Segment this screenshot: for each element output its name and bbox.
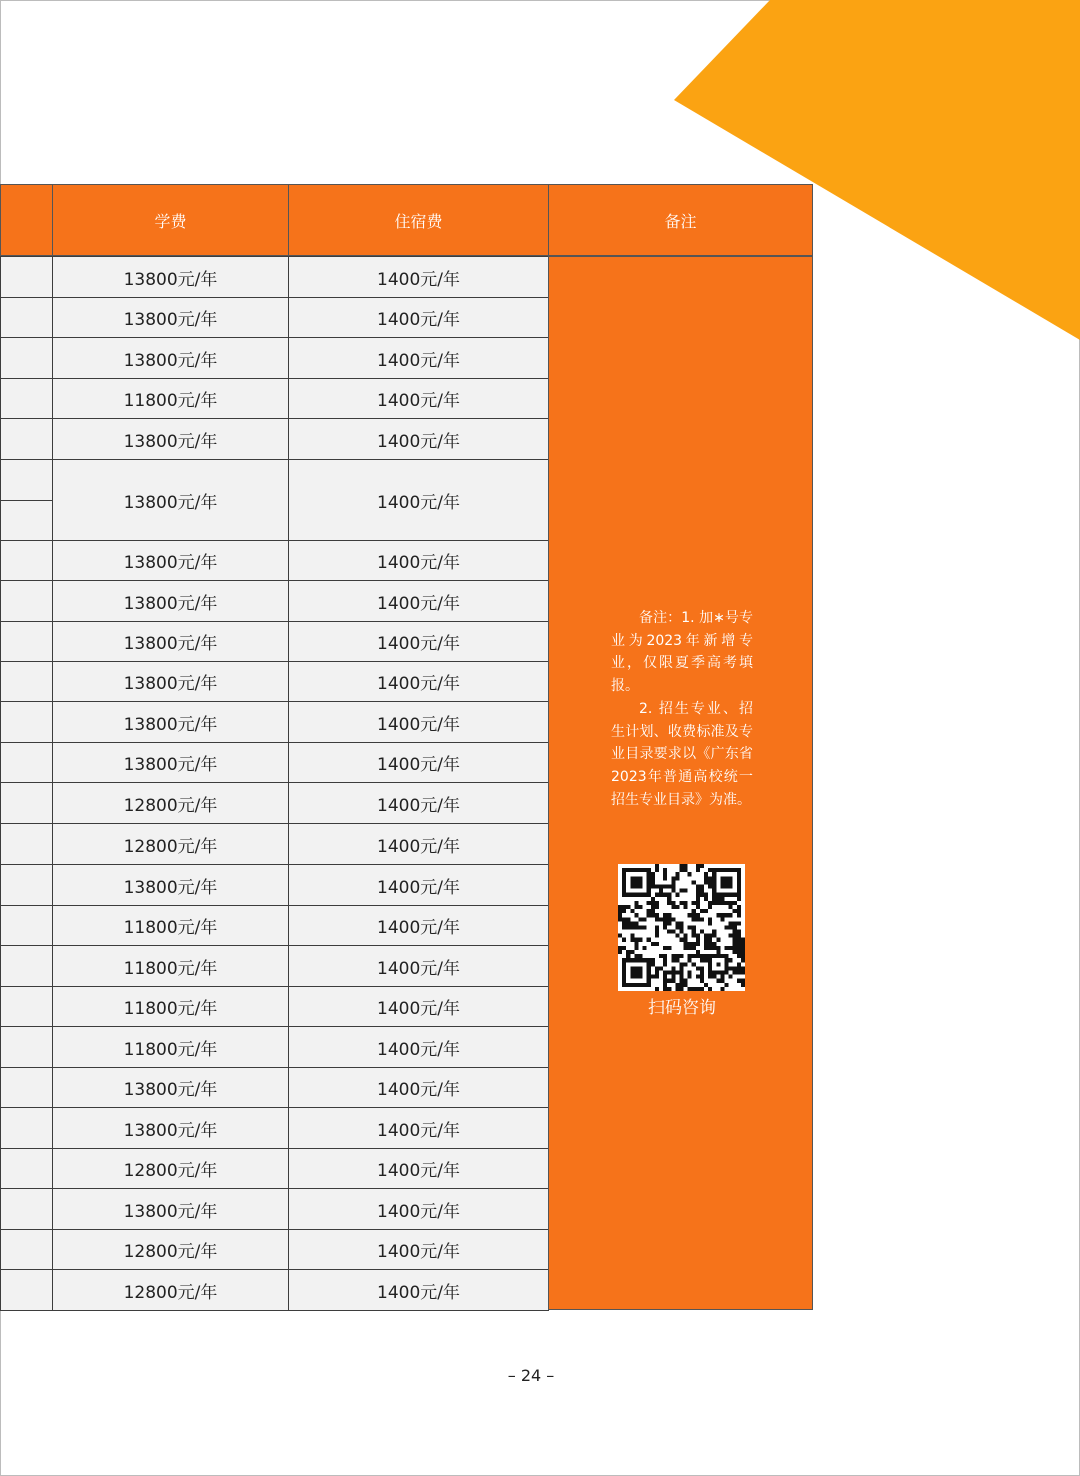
remark-1: 备注：1. 加∗号专业为2023年新增专业，仅限夏季高考填报。 xyxy=(611,610,753,695)
row-stub-cell xyxy=(0,256,53,298)
qr-caption: 扫码咨询 xyxy=(648,998,716,1018)
accommodation-cell: 1400元/年 xyxy=(288,256,549,298)
tuition-cell: 13800元/年 xyxy=(52,580,289,622)
accommodation-cell: 1400元/年 xyxy=(288,1107,549,1149)
row-stub-cell xyxy=(0,418,53,460)
accommodation-cell: 1400元/年 xyxy=(288,701,549,743)
remarks-column xyxy=(548,256,813,1310)
accommodation-cell: 1400元/年 xyxy=(288,864,549,906)
row-stub-cell xyxy=(0,378,53,419)
header-tuition: 学费 xyxy=(52,184,289,256)
row-stub-cell xyxy=(0,500,53,542)
accommodation-cell: 1400元/年 xyxy=(288,742,549,783)
row-stub-cell xyxy=(0,1229,53,1270)
tuition-cell: 13800元/年 xyxy=(52,459,289,541)
remark-2: 2. 招生专业、招生计划、收费标准及专业目录要求以《广东省2023年普通高校统一招生专业目录》为准。 xyxy=(611,700,753,808)
accommodation-cell: 1400元/年 xyxy=(288,986,549,1027)
tuition-cell: 13800元/年 xyxy=(52,621,289,662)
accommodation-cell: 1400元/年 xyxy=(288,1229,549,1270)
page-number: – 24 – xyxy=(507,1366,555,1385)
header-stub xyxy=(0,184,53,256)
row-stub-cell xyxy=(0,701,53,743)
accommodation-cell: 1400元/年 xyxy=(288,1269,549,1311)
accommodation-cell: 1400元/年 xyxy=(288,661,549,702)
tuition-cell: 13800元/年 xyxy=(52,1107,289,1149)
tuition-cell: 13800元/年 xyxy=(52,540,289,581)
accommodation-cell: 1400元/年 xyxy=(288,459,549,541)
tuition-cell: 13800元/年 xyxy=(52,337,289,379)
tuition-cell: 12800元/年 xyxy=(52,1148,289,1189)
row-stub-cell xyxy=(0,297,53,338)
accommodation-cell: 1400元/年 xyxy=(288,1148,549,1189)
row-stub-cell xyxy=(0,905,53,946)
row-stub-cell xyxy=(0,1026,53,1068)
accommodation-cell: 1400元/年 xyxy=(288,418,549,460)
tuition-cell: 11800元/年 xyxy=(52,905,289,946)
tuition-cell: 13800元/年 xyxy=(52,701,289,743)
row-stub-cell xyxy=(0,823,53,865)
accommodation-cell: 1400元/年 xyxy=(288,337,549,379)
accommodation-cell: 1400元/年 xyxy=(288,905,549,946)
tuition-cell: 12800元/年 xyxy=(52,1269,289,1311)
tuition-cell: 13800元/年 xyxy=(52,256,289,298)
accommodation-cell: 1400元/年 xyxy=(288,378,549,419)
tuition-cell: 12800元/年 xyxy=(52,1229,289,1270)
row-stub-cell xyxy=(0,945,53,987)
accommodation-cell: 1400元/年 xyxy=(288,823,549,865)
row-stub-cell xyxy=(0,580,53,622)
header-accommodation: 住宿费 xyxy=(288,184,549,256)
accommodation-cell: 1400元/年 xyxy=(288,1026,549,1068)
accommodation-cell: 1400元/年 xyxy=(288,297,549,338)
row-stub-cell xyxy=(0,621,53,662)
row-stub-cell xyxy=(0,540,53,581)
row-stub-cell xyxy=(0,1269,53,1311)
row-stub-cell xyxy=(0,864,53,906)
accommodation-cell: 1400元/年 xyxy=(288,1067,549,1108)
remarks-text xyxy=(611,607,753,811)
tuition-cell: 11800元/年 xyxy=(52,1026,289,1068)
tuition-cell: 12800元/年 xyxy=(52,782,289,824)
row-stub-cell xyxy=(0,337,53,379)
tuition-cell: 13800元/年 xyxy=(52,864,289,906)
header-remarks: 备注 xyxy=(548,184,813,256)
tuition-cell: 11800元/年 xyxy=(52,945,289,987)
row-stub-cell xyxy=(0,986,53,1027)
tuition-cell: 13800元/年 xyxy=(52,297,289,338)
accommodation-cell: 1400元/年 xyxy=(288,945,549,987)
tuition-cell: 11800元/年 xyxy=(52,986,289,1027)
tuition-cell: 13800元/年 xyxy=(52,661,289,702)
row-stub-cell xyxy=(0,459,53,501)
tuition-cell: 13800元/年 xyxy=(52,418,289,460)
accommodation-cell: 1400元/年 xyxy=(288,782,549,824)
accommodation-cell: 1400元/年 xyxy=(288,540,549,581)
accommodation-cell: 1400元/年 xyxy=(288,1188,549,1230)
tuition-cell: 13800元/年 xyxy=(52,1188,289,1230)
qr-code[interactable] xyxy=(618,864,745,991)
row-stub-cell xyxy=(0,661,53,702)
tuition-cell: 13800元/年 xyxy=(52,1067,289,1108)
row-stub-cell xyxy=(0,1067,53,1108)
tuition-cell: 13800元/年 xyxy=(52,742,289,783)
tuition-cell: 12800元/年 xyxy=(52,823,289,865)
row-stub-cell xyxy=(0,1148,53,1189)
row-stub-cell xyxy=(0,1107,53,1149)
row-stub-cell xyxy=(0,742,53,783)
accommodation-cell: 1400元/年 xyxy=(288,580,549,622)
accommodation-cell: 1400元/年 xyxy=(288,621,549,662)
tuition-cell: 11800元/年 xyxy=(52,378,289,419)
row-stub-cell xyxy=(0,782,53,824)
row-stub-cell xyxy=(0,1188,53,1230)
